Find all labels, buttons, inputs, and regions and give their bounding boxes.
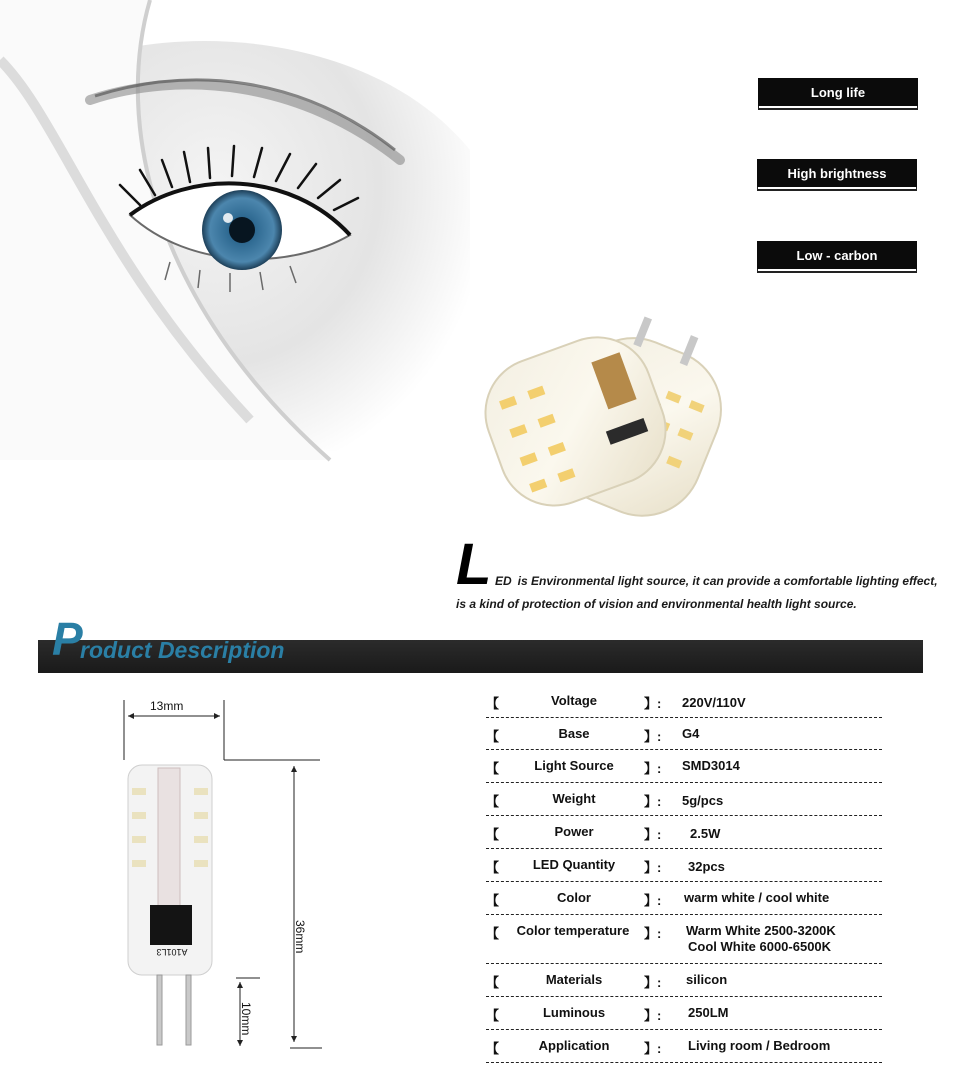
bracket-close: 】: <box>644 827 662 842</box>
bracket-close: 】: <box>644 926 662 941</box>
spec-value: SMD3014 <box>682 758 740 773</box>
spec-value: warm white / cool white <box>684 890 830 905</box>
pin-length-label: 10mm <box>239 1002 253 1036</box>
spec-label: Application <box>538 1038 610 1053</box>
feature-tag-high-brightness: High brightness <box>757 159 917 187</box>
bracket-close: 】: <box>644 761 662 776</box>
spec-label: LED Quantity <box>532 857 616 872</box>
spec-row-base <box>486 718 882 750</box>
spec-label: Base <box>558 726 590 741</box>
bracket-open: 【 <box>486 794 500 809</box>
spec-row-voltage <box>486 685 882 718</box>
spec-value: Warm White 2500-3200K <box>686 923 836 938</box>
intro-big-letter: L <box>456 532 490 597</box>
height-label: 36mm <box>293 920 307 954</box>
bracket-open: 【 <box>486 860 500 875</box>
bracket-close: 】: <box>644 729 662 744</box>
bracket-close: 】: <box>644 696 662 711</box>
bracket-open: 【 <box>486 926 500 941</box>
bracket-close: 】: <box>644 975 662 990</box>
spec-value: 2.5W <box>690 826 721 841</box>
spec-label: Color temperature <box>516 923 630 938</box>
section-title: roduct Description <box>80 637 285 663</box>
spec-value: silicon <box>686 972 728 987</box>
bracket-open: 【 <box>486 1008 500 1023</box>
spec-value: 5g/pcs <box>682 793 724 808</box>
spec-value-2: Cool White 6000-6500K <box>688 939 832 954</box>
spec-row-weight <box>486 783 882 816</box>
bracket-open: 【 <box>486 893 500 908</box>
bracket-close: 】: <box>644 860 662 875</box>
spec-label: Power <box>554 824 594 839</box>
bracket-open: 【 <box>486 761 500 776</box>
spec-label: Weight <box>552 791 596 806</box>
feature-tag-low-carbon: Low - carbon <box>757 241 917 269</box>
spec-label: Luminous <box>542 1005 606 1020</box>
spec-row-color <box>486 882 882 915</box>
width-label: 13mm <box>150 699 184 713</box>
bracket-close: 】: <box>644 893 662 908</box>
spec-value: G4 <box>682 726 700 741</box>
spec-row-power <box>486 816 882 849</box>
bracket-close: 】: <box>644 794 662 809</box>
bracket-open: 【 <box>486 729 500 744</box>
spec-row-materials <box>486 964 882 997</box>
bracket-open: 【 <box>486 1041 500 1056</box>
feature-tag-long-life: Long life <box>758 78 918 106</box>
spec-value: 250LM <box>688 1005 729 1020</box>
dimension-diagram <box>90 690 350 1070</box>
spec-table <box>486 685 882 1063</box>
bracket-open: 【 <box>486 696 500 711</box>
spec-row-led-quantity <box>486 849 882 882</box>
spec-label: Color <box>557 890 591 905</box>
intro-line-2: is a kind of protection of vision and environmental health light source. <box>456 597 857 611</box>
spec-label: Materials <box>545 972 603 987</box>
spec-value: 32pcs <box>688 859 725 874</box>
spec-row-luminous <box>486 997 882 1030</box>
spec-label: Light Source <box>534 758 614 773</box>
intro-line-1-text: is Environmental light source, it can provide a comfortable lighting effect, <box>517 574 938 588</box>
bracket-close: 】: <box>644 1041 662 1056</box>
section-title-initial: P <box>52 613 83 665</box>
bracket-open: 【 <box>486 975 500 990</box>
spec-value: Living room / Bedroom <box>688 1038 831 1053</box>
spec-value: 220V/110V <box>682 695 746 710</box>
bracket-open: 【 <box>486 827 500 842</box>
spec-row-application <box>486 1030 882 1063</box>
spec-row-light-source <box>486 750 882 783</box>
chip-marking: A101L3 <box>156 947 188 957</box>
bracket-close: 】: <box>644 1008 662 1023</box>
spec-row-color-temperature <box>486 915 882 964</box>
spec-label: Voltage <box>551 693 597 708</box>
intro-lead: ED <box>495 574 512 588</box>
intro-line-1 <box>495 574 938 588</box>
